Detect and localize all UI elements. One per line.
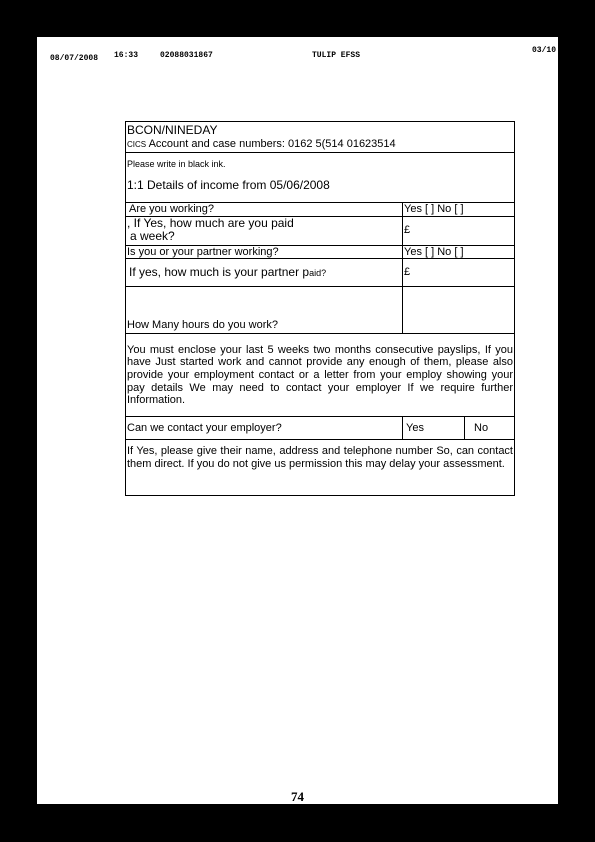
form-header-cell xyxy=(126,122,515,153)
fax-phone: 02088031867 xyxy=(160,51,213,60)
q-pay-line1: , If Yes, how much are you paid xyxy=(127,215,294,230)
q-partner-pay-main: If yes, how much is your partner p xyxy=(129,264,310,279)
a-pay-amount[interactable]: £ xyxy=(403,216,515,245)
opt-contact-yes[interactable]: Yes xyxy=(403,417,465,440)
a-hours[interactable] xyxy=(403,287,515,334)
q-pay-line2: a week? xyxy=(130,229,175,244)
a-partner-pay[interactable]: £ xyxy=(403,259,515,287)
opt-contact-no[interactable]: No xyxy=(465,417,515,440)
q-partner-pay xyxy=(126,259,403,287)
page-number: 74 xyxy=(291,789,304,804)
q-hours: How Many hours do you work? xyxy=(126,287,403,334)
a-working-yes-no[interactable]: Yes [ ] No [ ] xyxy=(403,203,515,217)
q-partner-pay-tail: aid? xyxy=(309,267,327,278)
section-title: 1:1 Details of income from 05/06/2008 xyxy=(127,178,330,193)
ink-note: Please write in black ink. xyxy=(127,159,226,169)
q-partner-working: Is you or your partner working? xyxy=(126,245,403,259)
fax-page: 03/10 xyxy=(532,46,557,55)
document-page xyxy=(37,37,558,804)
payslip-note: You must enclose your last 5 weeks two months consecutive payslips, If you have Just started work and cannot provide any enough of them, please also provide your employment contact or a letter from your employ showing your pay details We may need to contact your employer If we require further Information. xyxy=(126,334,515,417)
a-partner-working-yes-no[interactable]: Yes [ ] No [ ] xyxy=(403,245,515,259)
income-form xyxy=(125,121,515,496)
instructions-cell xyxy=(126,153,515,203)
q-pay-amount xyxy=(126,216,403,245)
account-line xyxy=(127,138,513,151)
employer-note: If Yes, please give their name, address and telephone number So, can contact them direct. If you do not give us permission this may delay your assessment. xyxy=(126,440,515,496)
fax-date: 08/07/2008 xyxy=(50,54,99,63)
q-contact-employer: Can we contact your employer? xyxy=(126,417,403,440)
account-numbers: Account and case numbers: 0162 5(514 01623514 xyxy=(148,137,396,150)
account-prefix: CICS xyxy=(127,139,147,149)
reference-code: BCON/NINEDAY xyxy=(127,123,218,137)
fax-header xyxy=(37,46,558,65)
fax-sender: TULIP EFSS xyxy=(312,51,361,60)
q-working: Are you working? xyxy=(126,203,403,217)
fax-time: 16:33 xyxy=(114,51,139,60)
